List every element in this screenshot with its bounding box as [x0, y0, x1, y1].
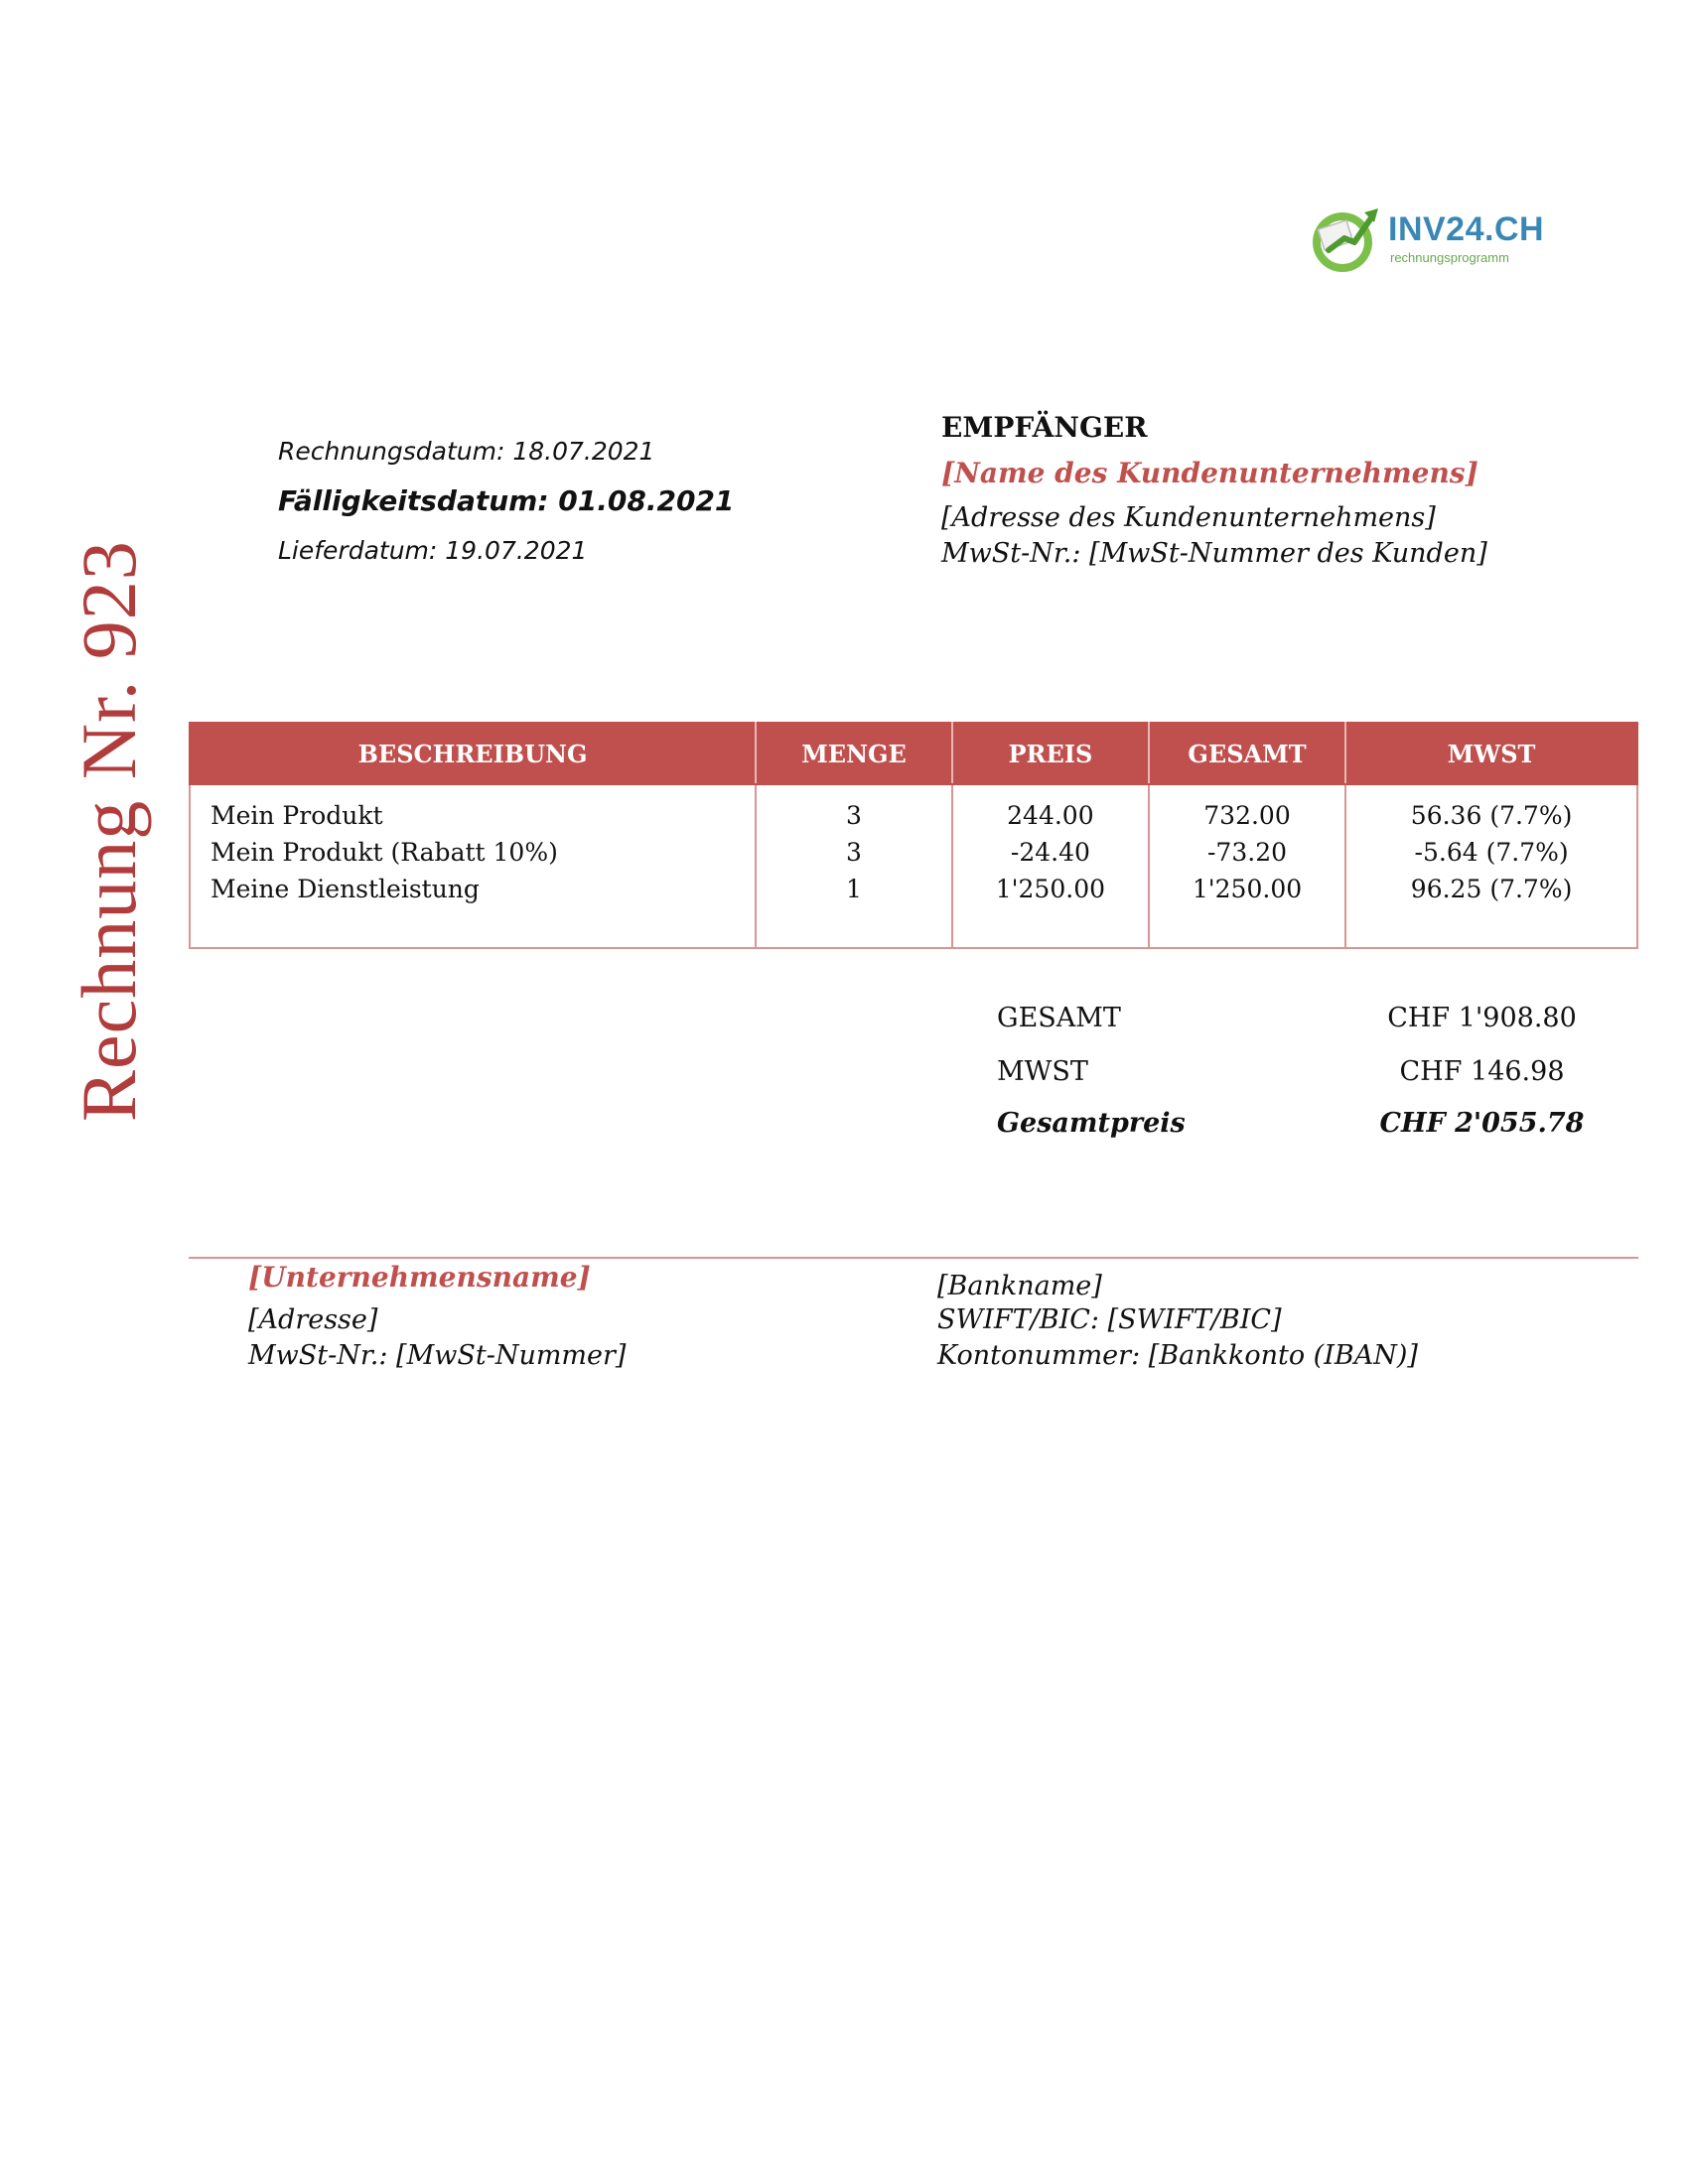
logo-tagline: rechnungsprogramm	[1390, 250, 1509, 265]
column-header-description: BESCHREIBUNG	[190, 723, 756, 784]
invoice-date: Rechnungsdatum: 18.07.2021	[278, 437, 655, 466]
company-name: [Unternehmensname]	[248, 1261, 591, 1294]
cell-description: Mein Produkt	[190, 784, 756, 834]
cell-total: -73.20	[1149, 834, 1345, 871]
summary-total-label: GESAMT	[997, 1003, 1121, 1033]
recipient-name: [Name des Kundenunternehmens]	[941, 457, 1478, 489]
due-date: Fälligkeitsdatum: 01.08.2021	[278, 484, 735, 517]
summary-grand-total-value: CHF 2'055.78	[1379, 1108, 1585, 1139]
items-table	[189, 722, 1638, 949]
company-vat-number: MwSt-Nr.: [MwSt-Nummer]	[248, 1340, 627, 1371]
company-address: [Adresse]	[248, 1304, 378, 1335]
column-header-quantity: MENGE	[756, 723, 952, 784]
summary-total-value: CHF 1'908.80	[1387, 1003, 1577, 1033]
recipient-address: [Adresse des Kundenunternehmens]	[941, 502, 1436, 533]
summary-vat-value: CHF 146.98	[1399, 1056, 1565, 1087]
cell-quantity: 3	[756, 784, 952, 834]
table-row	[190, 871, 1637, 907]
recipient-vat-number: MwSt-Nr.: [MwSt-Nummer des Kunden]	[941, 538, 1487, 569]
bank-account-number: Kontonummer: [Bankkonto (IBAN)]	[937, 1340, 1418, 1371]
cell-quantity: 3	[756, 834, 952, 871]
table-row	[190, 834, 1637, 871]
column-header-total: GESAMT	[1149, 723, 1345, 784]
logo-wordmark: INV24.CH	[1388, 210, 1545, 248]
recipient-heading: EMPFÄNGER	[941, 411, 1148, 444]
cell-description: Mein Produkt (Rabatt 10%)	[190, 834, 756, 871]
cell-price: 244.00	[952, 784, 1149, 834]
column-header-vat: MWST	[1345, 723, 1637, 784]
summary-vat-label: MWST	[997, 1056, 1088, 1087]
cell-vat: 96.25 (7.7%)	[1345, 871, 1637, 907]
cell-quantity: 1	[756, 871, 952, 907]
cell-vat: 56.36 (7.7%)	[1345, 784, 1637, 834]
cell-price: -24.40	[952, 834, 1149, 871]
cell-price: 1'250.00	[952, 871, 1149, 907]
cell-description: Meine Dienstleistung	[190, 871, 756, 907]
column-header-price: PREIS	[952, 723, 1149, 784]
summary-grand-total-label: Gesamtpreis	[997, 1108, 1186, 1139]
cell-total: 732.00	[1149, 784, 1345, 834]
table-row	[190, 784, 1637, 834]
footer-divider	[189, 1257, 1638, 1259]
table-spacer-row	[190, 907, 1637, 948]
bank-name: [Bankname]	[937, 1271, 1102, 1301]
delivery-date: Lieferdatum: 19.07.2021	[278, 536, 588, 565]
cell-total: 1'250.00	[1149, 871, 1345, 907]
invoice-title: Rechnung Nr. 923	[66, 540, 152, 1122]
logo-icon	[1307, 199, 1386, 278]
bank-swift: SWIFT/BIC: [SWIFT/BIC]	[937, 1304, 1282, 1335]
cell-vat: -5.64 (7.7%)	[1345, 834, 1637, 871]
table-header-row	[190, 723, 1637, 784]
